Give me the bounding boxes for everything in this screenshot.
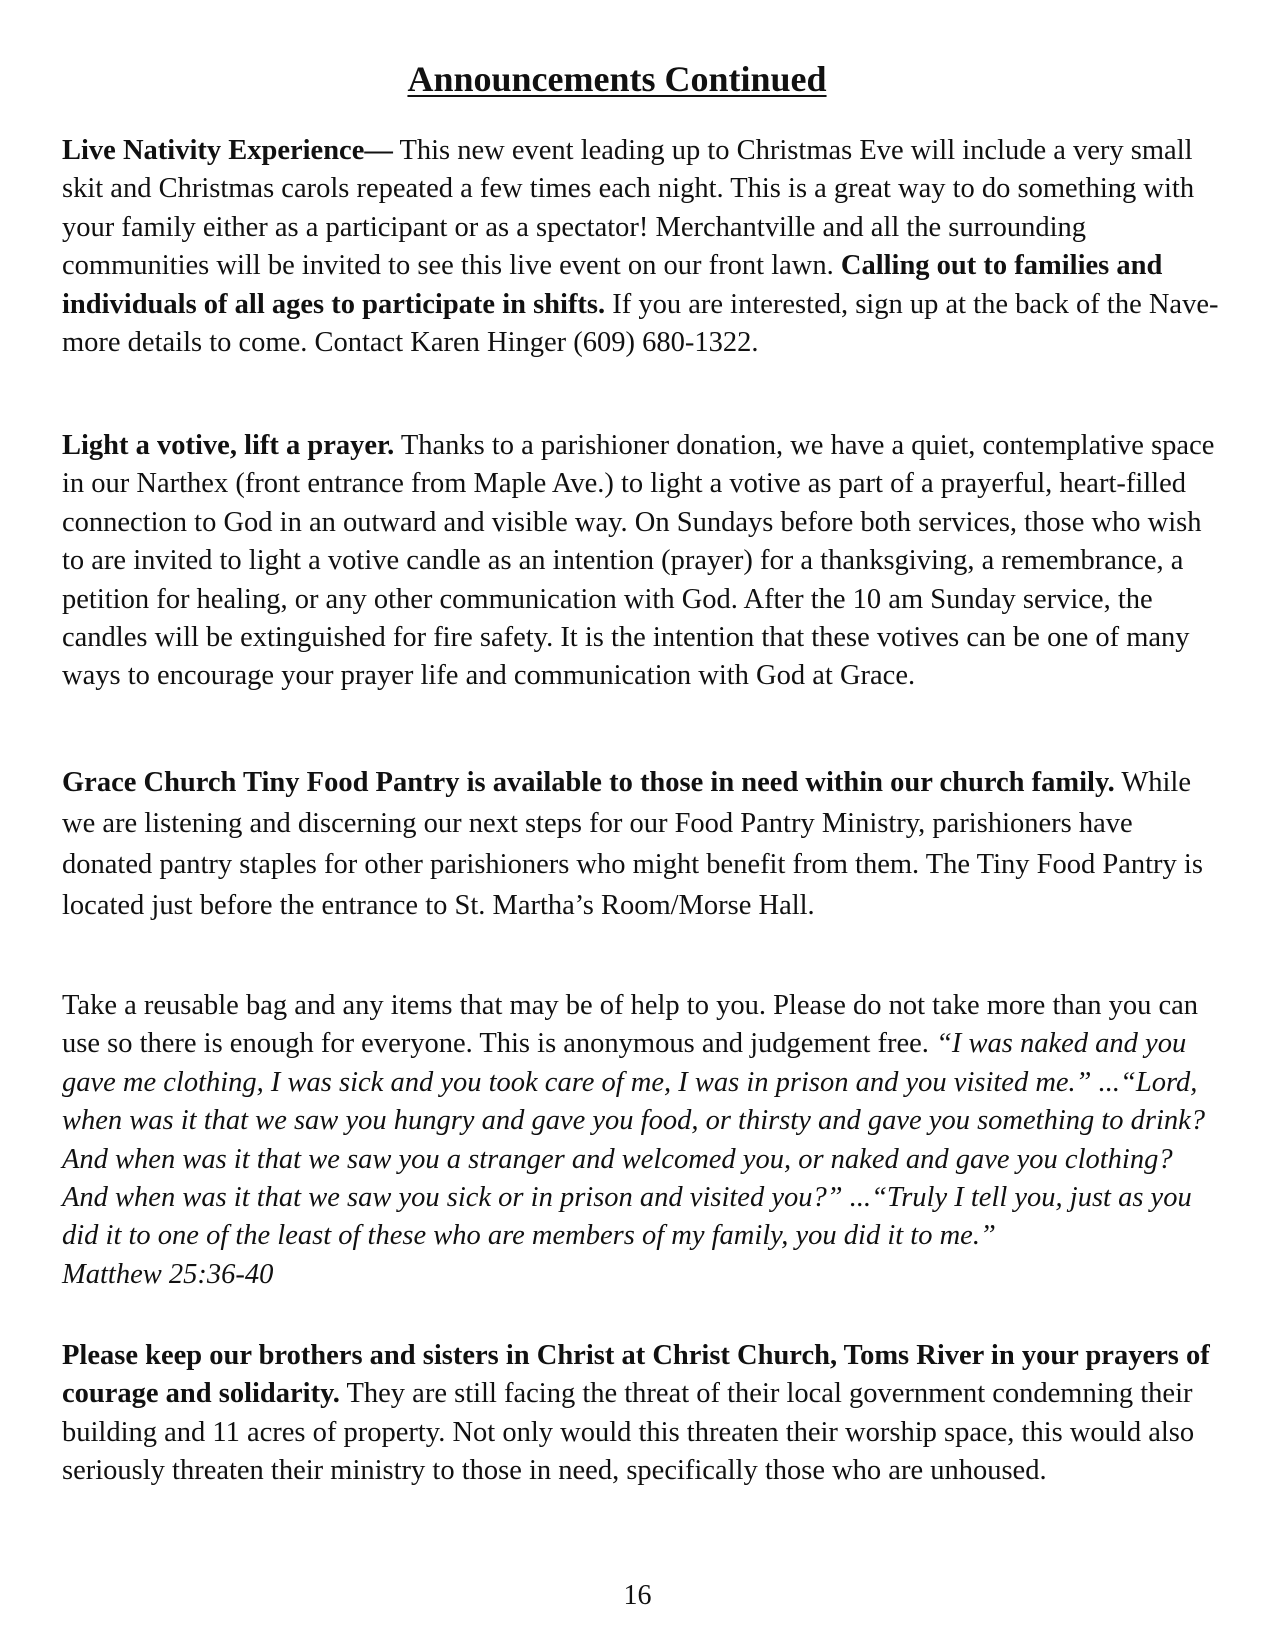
- pantry-details-text: Take a reusable bag and any items that may be of help to you. Please do not take more than you can use so there is enough for everyone. This is anonymous and judgement free.: [62, 990, 1199, 1060]
- pantry-announcement: [62, 762, 1222, 926]
- votive-heading: Light a votive, lift a prayer.: [62, 430, 395, 461]
- pantry-heading: Grace Church Tiny Food Pantry is available to those in need within our church family.: [62, 767, 1115, 798]
- nativity-callout: Calling out to families and individuals of all ages to participate in shifts.: [62, 250, 1163, 320]
- scripture-citation: Matthew 25:36-40: [62, 1258, 274, 1290]
- nativity-text: This new event leading up to Christmas Eve will include a very small skit and Christmas carols repeated a few times each night. This is a great way to do something with your family either as a participant or as a spectator! Merchantville and all the surrounding communities will be invited to see this live event on our front lawn.: [62, 135, 1195, 282]
- scripture-quote: “I was naked and you gave me clothing, I was sick and you took care of me, I was in prison and you visited me.” ...“Lord, when was it that we saw you hungry and gave you food, or thirsty and gave you something to drink? And when was it that we saw you a stranger and welcomed you, or naked and gave you clothing? And when was it that we saw you sick or in prison and visited you?” ...“Truly I tell you, just as you did it to one of the least of these who are members of my family, you did it to me.”: [62, 1028, 1206, 1252]
- pantry-text: While we are listening and discerning our next steps for our Food Pantry Ministry, parishioners have donated pantry staples for other parishioners who might benefit from them. The Tiny Food Pantry is located just before the entrance to St. Martha’s Room/Morse Hall.: [62, 767, 1203, 921]
- nativity-heading: Live Nativity Experience—: [62, 135, 393, 166]
- votive-announcement: [62, 427, 1222, 696]
- page-title: Announcements Continued: [407, 59, 827, 99]
- pantry-details: [62, 987, 1222, 1294]
- page-number: 16: [623, 1580, 652, 1611]
- nativity-signup-text: If you are interested, sign up at the back of the Nave-more details to come. Contact Karen Hinger (609) 680-1322.: [62, 288, 1219, 359]
- votive-text: Thanks to a parishioner donation, we have a quiet, contemplative space in our Narthex (front entrance from Maple Ave.) to light a votive as part of a prayerful, heart-filled connection to God in an outward and visible way. On Sundays before both services, those who wish to are invited to light a votive candle as an intention (prayer) for a thanksgiving, a remembrance, a petition for healing, or any other communication with God. After the 10 am Sunday service, the candles will be extinguished for fire safety. It is the intention that these votives can be one of many ways to encourage your prayer life and communication with God at Grace.: [62, 430, 1215, 692]
- toms-river-heading: Please keep our brothers and sisters in Christ at Christ Church, Toms River in your prayers of courage and solidarity.: [62, 1340, 1210, 1410]
- nativity-announcement: [62, 132, 1222, 362]
- toms-river-announcement: [62, 1337, 1222, 1491]
- toms-river-text: They are still facing the threat of their local government condemning their building and 11 acres of property. Not only would this threaten their worship space, this would also seriously threaten their ministry to those in need, specifically those who are unhoused.: [62, 1378, 1195, 1487]
